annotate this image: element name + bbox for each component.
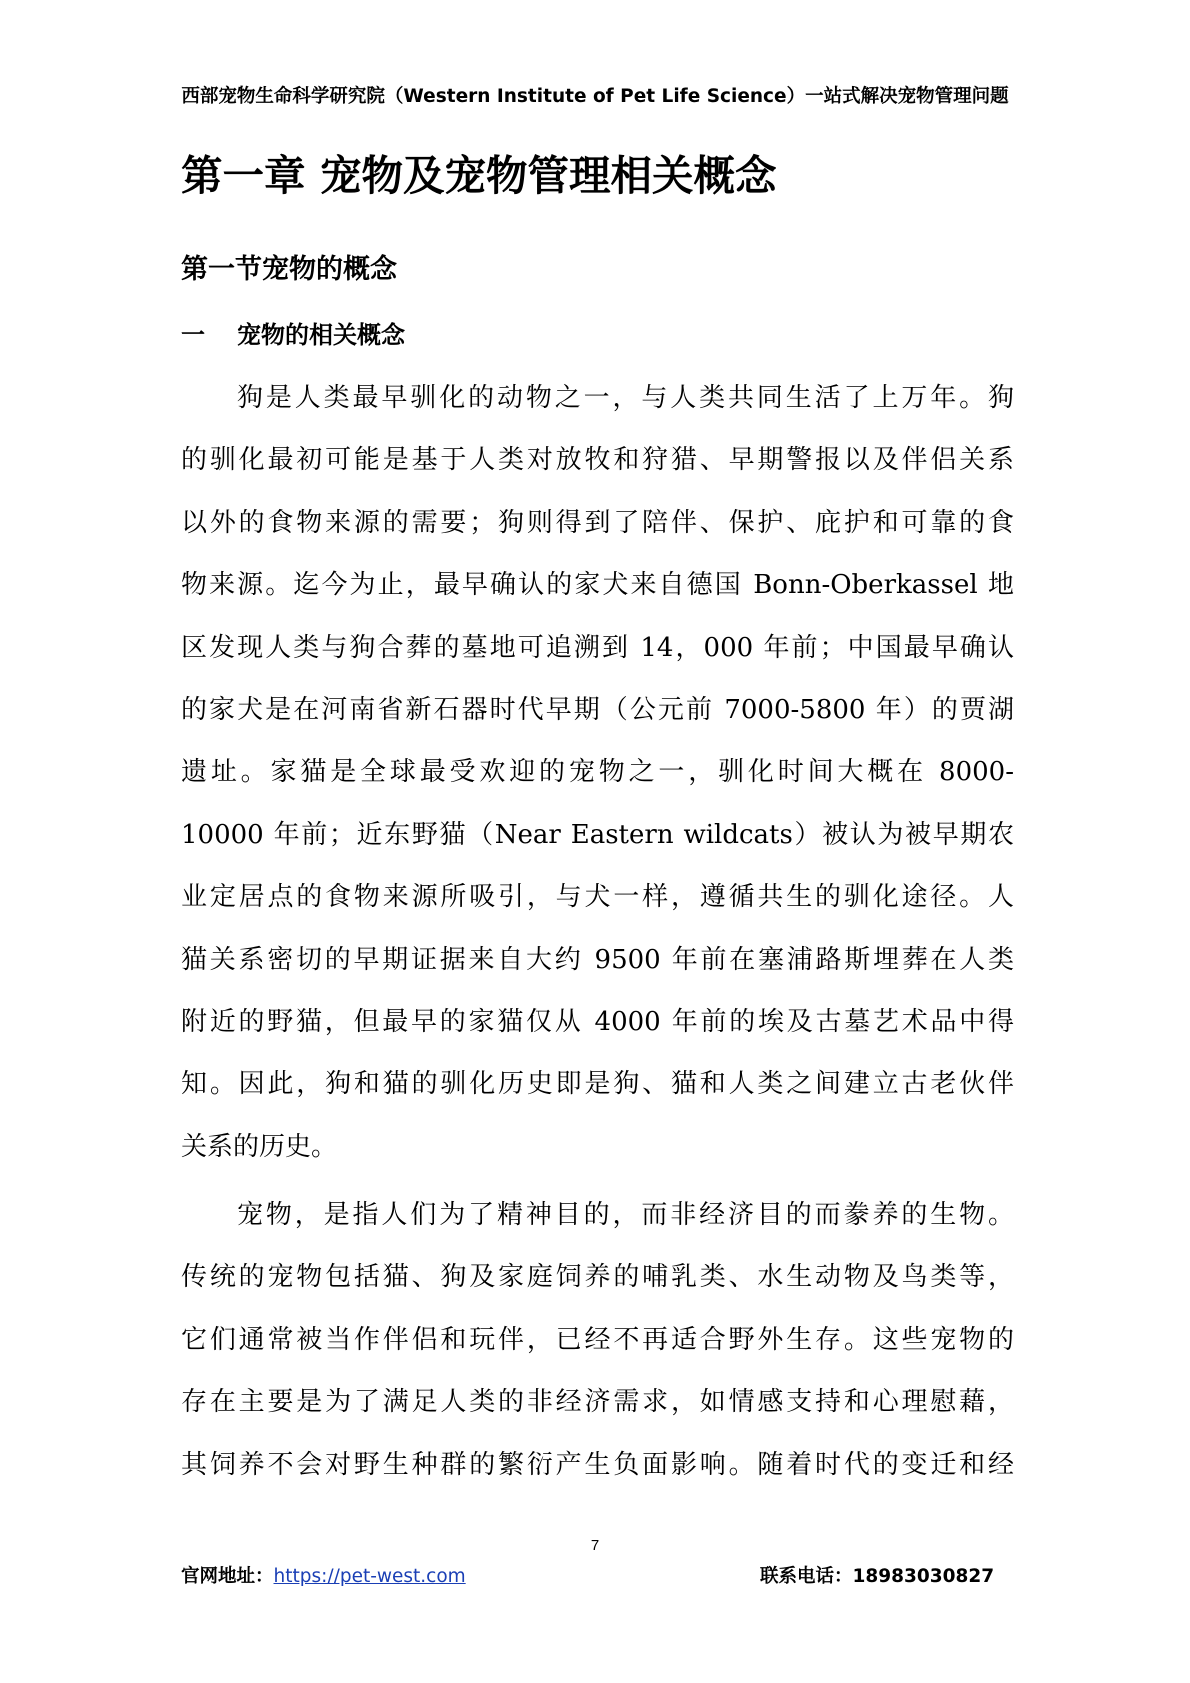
subsection-number: 一 — [181, 321, 205, 349]
paragraph-line: 狗是人类最早驯化的动物之一，与人类共同生活了上万年。狗 — [237, 383, 1014, 413]
phone-label: 联系电话： — [760, 1566, 853, 1587]
paragraph-line: 知。因此，狗和猫的驯化历史即是狗、猫和人类之间建立古老伙伴 — [181, 1069, 1014, 1100]
paragraph-line: 附近的野猫，但最早的家猫仅从 4000 年前的埃及古墓艺术品中得 — [181, 1006, 1014, 1037]
paragraph-line: 宠物，是指人们为了精神目的，而非经济目的而豢养的生物。 — [237, 1200, 1014, 1230]
footer-website — [181, 1564, 466, 1590]
paragraph-line: 10000 年前；近东野猫（Near Eastern wildcats）被认为被早期农 — [181, 819, 1014, 850]
paragraph-line: 遗址。家猫是全球最受欢迎的宠物之一，驯化时间大概在 8000- — [181, 757, 1014, 788]
chapter-title: 第一章 宠物及宠物管理相关概念 — [181, 151, 777, 200]
paragraph-line: 关系的历史。 — [181, 1131, 338, 1162]
paragraph-line: 它们通常被当作伴侣和玩伴，已经不再适合野外生存。这些宠物的 — [181, 1324, 1014, 1355]
phone-number: 18983030827 — [852, 1566, 995, 1587]
page-header: 西部宠物生命科学研究院（Western Institute of Pet Life Science）一站式解决宠物管理问题 — [181, 86, 1009, 107]
subsection-title — [181, 317, 405, 353]
website-label: 官网地址： — [181, 1566, 274, 1587]
paragraph-2 — [181, 1184, 1014, 1496]
section-title: 第一节宠物的概念 — [181, 254, 397, 285]
paragraph-line: 存在主要是为了满足人类的非经济需求，如情感支持和心理慰藉， — [181, 1387, 1014, 1418]
paragraph-line: 的家犬是在河南省新石器时代早期（公元前 7000-5800 年）的贾湖 — [181, 694, 1014, 725]
footer-phone — [760, 1564, 994, 1590]
paragraph-line: 的驯化最初可能是基于人类对放牧和狩猎、早期警报以及伴侣关系 — [181, 445, 1014, 476]
paragraph-line: 传统的宠物包括猫、狗及家庭饲养的哺乳类、水生动物及鸟类等， — [181, 1262, 1014, 1293]
paragraph-line: 业定居点的食物来源所吸引，与犬一样，遵循共生的驯化途径。人 — [181, 882, 1014, 913]
paragraph-line: 区发现人类与狗合葬的墓地可追溯到 14，000 年前；中国最早确认 — [181, 632, 1014, 663]
paragraph-1 — [181, 367, 1014, 1178]
subsection-title-text: 宠物的相关概念 — [237, 321, 405, 349]
website-link[interactable]: https://pet-west.com — [273, 1566, 466, 1587]
paragraph-line: 其饲养不会对野生种群的繁衍产生负面影响。随着时代的变迁和经 — [181, 1449, 1014, 1480]
paragraph-line: 物来源。迄今为止，最早确认的家犬来自德国 Bonn-Oberkassel 地 — [181, 570, 1014, 601]
paragraph-line: 以外的食物来源的需要；狗则得到了陪伴、保护、庇护和可靠的食 — [181, 507, 1014, 538]
page-number: 7 — [590, 1537, 600, 1554]
paragraph-line: 猫关系密切的早期证据来自大约 9500 年前在塞浦路斯埋葬在人类 — [181, 944, 1014, 975]
